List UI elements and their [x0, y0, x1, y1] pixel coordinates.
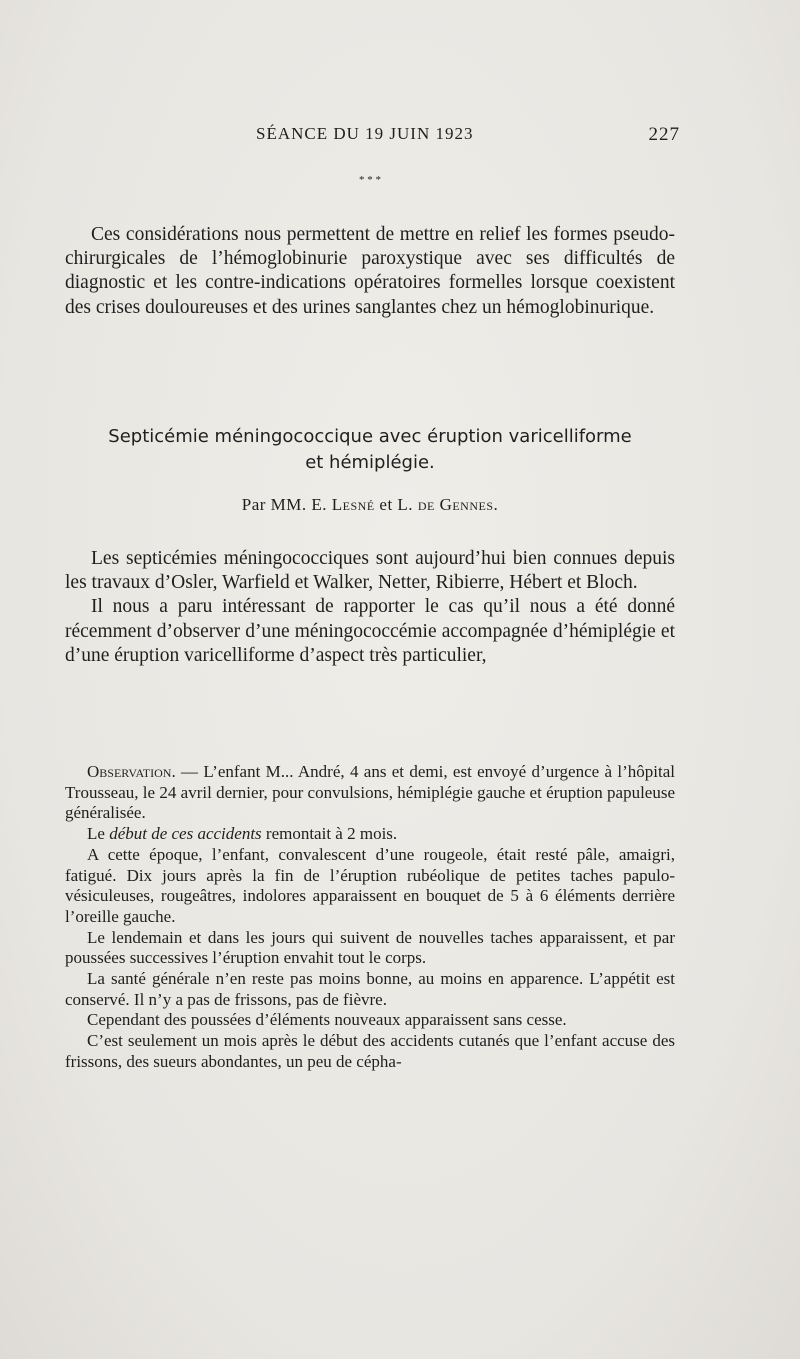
intro-block	[65, 223, 675, 320]
authors-and: et L.	[374, 495, 418, 514]
article-authors	[65, 495, 675, 515]
asterism: * * *	[359, 174, 381, 186]
intro-paragraph: Ces considérations nous permettent de mettre en relief les formes pseudo-chirurgicales de l’hémoglobinurie paroxystique avec ses difficultés de diagnostic et les contre-indications opératoires formelles lorsque coexistent des crises douloureuses et des urines sanglantes chez un hémoglobinurique.	[65, 224, 675, 318]
paragraph-lendemain: Le lendemain et dans les jours qui suivent de nouvelles taches apparaissent, et par poussées successives l’éruption envahit tout le corps.	[65, 927, 675, 968]
debut-suffix: remontait à 2 mois.	[261, 824, 398, 844]
paragraph-sante: La santé générale n’en reste pas moins bonne, au moins en apparence. L’appétit est conservé. Il n’y a pas de frissons, pas de fièvre.	[65, 969, 675, 1009]
observation-label: Observation.	[87, 762, 176, 781]
large-paragraphs	[65, 547, 675, 668]
article-title-line1: Septicémie méningococcique avec éruption varicelliforme	[108, 426, 632, 447]
debut-prefix: Le	[87, 824, 110, 844]
paragraph-cependant: Cependant des poussées d’éléments nouveaux apparaissent sans cesse.	[87, 1010, 567, 1030]
article-title	[65, 424, 675, 476]
paragraph-cas: Il nous a paru intéressant de rapporter le cas qu’il nous a été donné récemment d’observer d’une méningococcémie accompagnée d’hémiplégie et d’une éruption varicelliforme d’aspect très particulier,	[65, 596, 675, 666]
author-particle: de	[417, 495, 440, 514]
paragraph-epoque: A cette époque, l’enfant, convalescent d’une rougeole, était resté pâle, amaigri, fatigué. Dix jours après la fin de l’éruption rubéolique de petites taches papulo-vésiculeuses, rougeâtres, indolores apparaissent en bouquet de 5 à 6 éléments derrière l’oreille gauche.	[65, 844, 675, 926]
author-lesne: Lesné	[331, 495, 375, 514]
observation-block	[65, 762, 675, 1073]
observation-paragraph	[65, 762, 675, 824]
debut-italic: début de ces accidents	[109, 824, 262, 844]
authors-prefix: Par MM. E.	[241, 495, 332, 514]
author-gennes: Gennes	[439, 495, 494, 514]
paragraph-frissons: C’est seulement un mois après le début des accidents cutanés que l’enfant accuse des frissons, des sueurs abondantes, un peu de cépha-	[65, 1031, 675, 1071]
running-head-title: SÉANCE DU 19 JUIN 1923	[256, 124, 474, 143]
debut-paragraph	[65, 824, 675, 845]
observation-text: — L’enfant M... André, 4 ans et demi, est envoyé d’urgence à l’hôpital Trousseau, le 24 avril dernier, pour convulsions, hémiplégie gauche et éruption papuleuse généralisée.	[65, 762, 675, 823]
paragraph-septicemies: Les septicémies méningococciques sont aujourd’hui bien connues depuis les travaux d’Osler, Warfield et Walker, Netter, Ribierre, Hébert et Bloch.	[65, 548, 675, 594]
article-title-line2: et hémiplégie.	[305, 452, 435, 473]
page-number: 227	[648, 124, 680, 145]
authors-end: .	[493, 495, 499, 514]
